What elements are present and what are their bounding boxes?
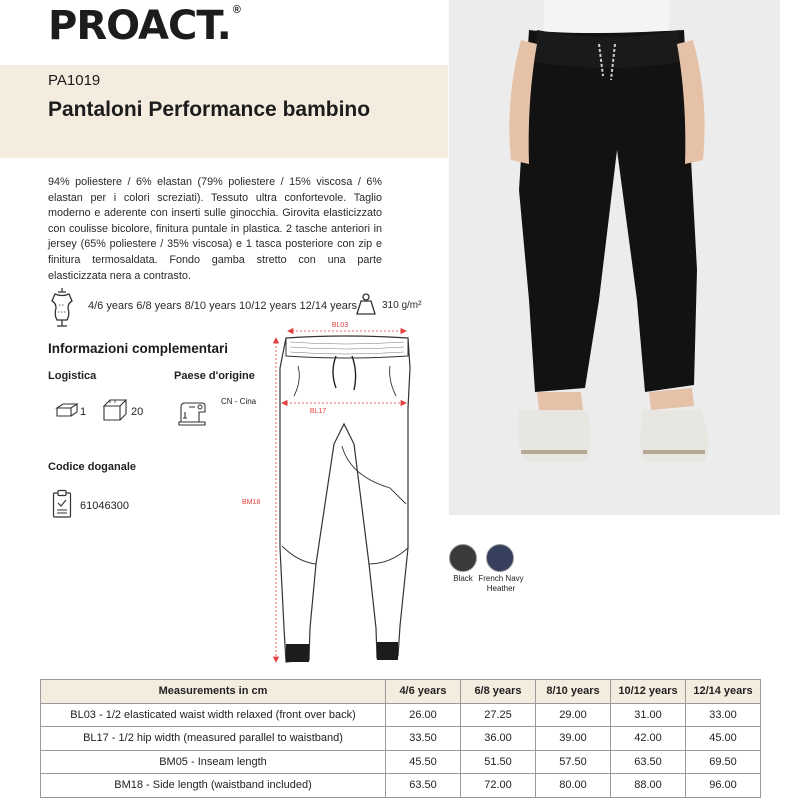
pants-technical-drawing [240, 316, 440, 680]
fabric-weight: 310 g/m² [382, 300, 422, 311]
measure-value: 33.50 [386, 727, 461, 751]
product-title: Pantaloni Performance bambino [48, 98, 371, 121]
product-photo [449, 0, 780, 515]
header-size: 12/14 years [686, 680, 761, 704]
measure-name: BM05 - Inseam length [41, 750, 386, 774]
units-per-pack: 1 [80, 406, 87, 418]
color-swatch-black[interactable] [449, 544, 477, 572]
measure-value: 72.00 [461, 774, 536, 798]
header-measure: Measurements in cm [41, 680, 386, 704]
weight-icon [355, 292, 377, 316]
pants-outline [280, 336, 410, 662]
measure-value: 80.00 [536, 774, 611, 798]
product-description: 94% poliestere / 6% elastan (79% poliestere / 15% viscosa / 6% elastan per i colori screziati). Tessuto ultra confortevole. Taglio moderno e aderente con inserti sulle ginocchia. Girovita elasticizzato con coulisse bicolore, finitura puntale in plastica. 2 tasche anteriori in jersey (65% poliestere / 35% viscosa) e 1 tasca posteriore con zip e finitura termosaldata. Fondo gamba stretto con una parte elasticizzata nera a contrasto. [48, 176, 382, 282]
header-size: 6/8 years [461, 680, 536, 704]
logistics-label: Logistica [48, 370, 97, 382]
sewing-machine-icon [176, 398, 208, 426]
mannequin-icon [48, 287, 76, 327]
measure-value: 57.50 [536, 750, 611, 774]
country-of-origin: CN - Cina [221, 397, 257, 406]
customs-code-label: Codice doganale [48, 461, 137, 473]
measure-value: 96.00 [686, 774, 761, 798]
measure-value: 42.00 [611, 727, 686, 751]
measure-value: 69.50 [686, 750, 761, 774]
bl17-label: BL17 [309, 408, 327, 415]
header-size: 10/12 years [611, 680, 686, 704]
measure-name: BL03 - 1/2 elasticated waist width relaxed (front over back) [41, 703, 386, 727]
left-cuff [286, 644, 309, 662]
header-size: 8/10 years [536, 680, 611, 704]
single-box-icon [55, 402, 79, 418]
customs-code: 61046300 [80, 500, 129, 512]
measure-value: 27.25 [461, 703, 536, 727]
info-heading: Informazioni complementari [48, 341, 229, 356]
brand-logo [48, 4, 241, 48]
measure-value: 51.50 [461, 750, 536, 774]
table-row [41, 774, 761, 798]
bl03-label: BL03 [331, 322, 349, 329]
color-swatch-french-navy-heather[interactable] [486, 544, 514, 572]
measure-value: 31.00 [611, 703, 686, 727]
measure-name: BM18 - Side length (waistband included) [41, 774, 386, 798]
measure-value: 26.00 [386, 703, 461, 727]
right-cuff [377, 642, 398, 660]
available-sizes: 4/6 years 6/8 years 8/10 years 10/12 years 12/14 years [88, 300, 358, 312]
measure-value: 33.00 [686, 703, 761, 727]
product-ref: PA1019 [48, 72, 101, 89]
left-sneaker [518, 410, 591, 462]
clipboard-icon [52, 489, 72, 519]
registered-mark: ® [232, 4, 241, 16]
bm18-label: BM18 [242, 499, 261, 506]
table-row [41, 727, 761, 751]
color-label-french-navy-heather: French Navy Heather [478, 574, 524, 593]
measure-value: 36.00 [461, 727, 536, 751]
brand-name: PROACT. [48, 3, 231, 49]
units-per-carton: 20 [131, 406, 144, 418]
measure-value: 39.00 [536, 727, 611, 751]
table-row [41, 750, 761, 774]
color-label-black: Black [453, 574, 473, 583]
header-size: 4/6 years [386, 680, 461, 704]
right-sneaker [640, 410, 708, 462]
measure-value: 88.00 [611, 774, 686, 798]
measure-value: 29.00 [536, 703, 611, 727]
measure-name: BL17 - 1/2 hip width (measured parallel to waistband) [41, 727, 386, 751]
table-header-row [41, 680, 761, 704]
table-row [41, 703, 761, 727]
measure-value: 45.50 [386, 750, 461, 774]
measurements-table [40, 679, 761, 798]
measure-value: 63.50 [386, 774, 461, 798]
origin-label: Paese d'origine [174, 370, 255, 382]
measure-value: 63.50 [611, 750, 686, 774]
measure-value: 45.00 [686, 727, 761, 751]
carton-box-icon [102, 398, 128, 422]
